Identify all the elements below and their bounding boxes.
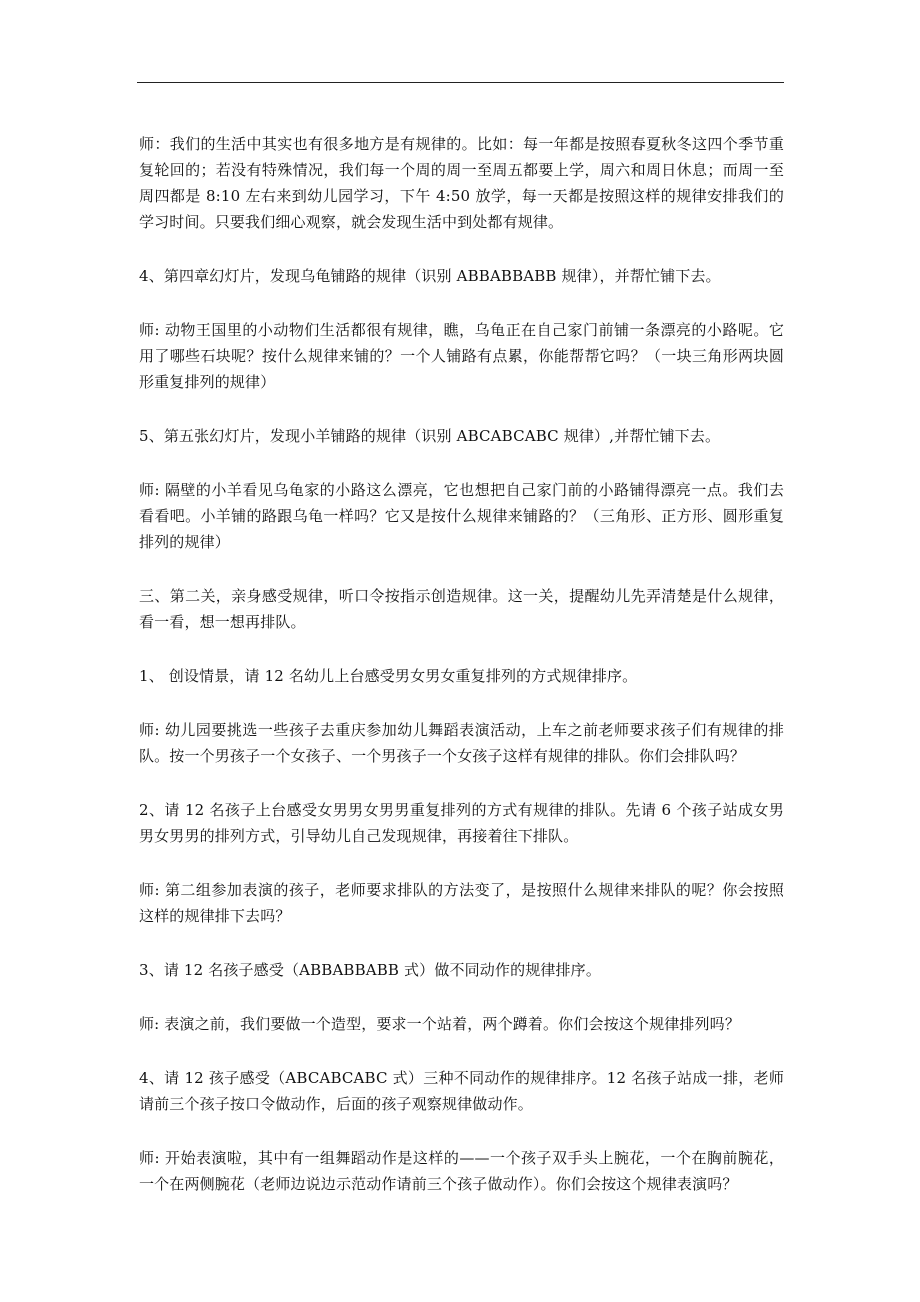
- paragraph-item-1: 1、 创设情景，请 12 名幼儿上台感受男女男女重复排列的方式规律排序。: [139, 667, 638, 685]
- paragraph-teacher-performance: 师: 开始表演啦，其中有一组舞蹈动作是这样的——一个孩子双手头上腕花，一个在胸前腕花，一个在两侧腕花（老师边说边示范动作请前三个孩子做动作）。你们会按这个规律表演吗？: [139, 1149, 784, 1193]
- paragraph-item-2: 2、请 12 名孩子上台感受女男男女男男重复排列的方式有规律的排队。先请 6 个孩子站成女男男女男男的排列方式，引导幼儿自己发现规律，再接着往下排队。: [139, 801, 784, 845]
- paragraph-teacher-dance: 师: 幼儿园要挑选一些孩子去重庆参加幼儿舞蹈表演活动，上车之前老师要求孩子们有规律的排队。按一个男孩子一个女孩子、一个男孩子一个女孩子这样有规律的排队。你们会排队吗？: [139, 721, 784, 765]
- paragraph-section-3: 三、第二关，亲身感受规律，听口令按指示创造规律。这一关，提醒幼儿先弄清楚是什么规律，看一看，想一想再排队。: [139, 587, 784, 631]
- document-body: [139, 131, 784, 1225]
- paragraph-teacher-turtle: 师: 动物王国里的小动物们生活都很有规律，瞧，乌龟正在自己家门前铺一条漂亮的小路呢。它用了哪些石块呢？按什么规律来铺的？一个人铺路有点累，你能帮帮它吗？（一块三角形两块圆形重复排列的规律）: [139, 321, 784, 391]
- paragraph-step-5: 5、第五张幻灯片，发现小羊铺路的规律（识别 ABCABCABC 规律）,并帮忙铺下去。: [139, 427, 721, 445]
- paragraph-teacher-pose: 师: 表演之前，我们要做一个造型，要求一个站着，两个蹲着。你们会按这个规律排列吗？: [139, 1015, 740, 1033]
- paragraph-teacher-lamb: 师: 隔壁的小羊看见乌龟家的小路这么漂亮，它也想把自己家门前的小路铺得漂亮一点。我们去看看吧。小羊铺的路跟乌龟一样吗？它又是按什么规律来铺路的？（三角形、正方形、圆形重复排列的规律）: [139, 481, 784, 551]
- paragraph-step-4: 4、第四章幻灯片，发现乌龟铺路的规律（识别 ABBABBABB 规律），并帮忙铺下去。: [139, 267, 721, 285]
- paragraph-item-4: 4、请 12 孩子感受（ABCABCABC 式）三种不同动作的规律排序。12 名孩子站成一排，老师请前三个孩子按口令做动作，后面的孩子观察规律做动作。: [139, 1069, 784, 1113]
- paragraph-intro-teacher: 师：我们的生活中其实也有很多地方是有规律的。比如：每一年都是按照春夏秋冬这四个季节重复轮回的；若没有特殊情况，我们每一个周的周一至周五都要上学，周六和周日休息；而周一至周四都是 8:10 左右来到幼儿园学习，下午 4:50 放学，每一天都是按照这样的规律安排我们的学习时间。只要我们细心观察，就会发现生活中到处都有规律。: [139, 135, 784, 231]
- header-divider: [137, 82, 784, 83]
- paragraph-item-3: 3、请 12 名孩子感受（ABBABBABB 式）做不同动作的规律排序。: [139, 961, 601, 979]
- paragraph-teacher-group-2: 师: 第二组参加表演的孩子，老师要求排队的方法变了，是按照什么规律来排队的呢？你会按照这样的规律排下去吗？: [139, 881, 784, 925]
